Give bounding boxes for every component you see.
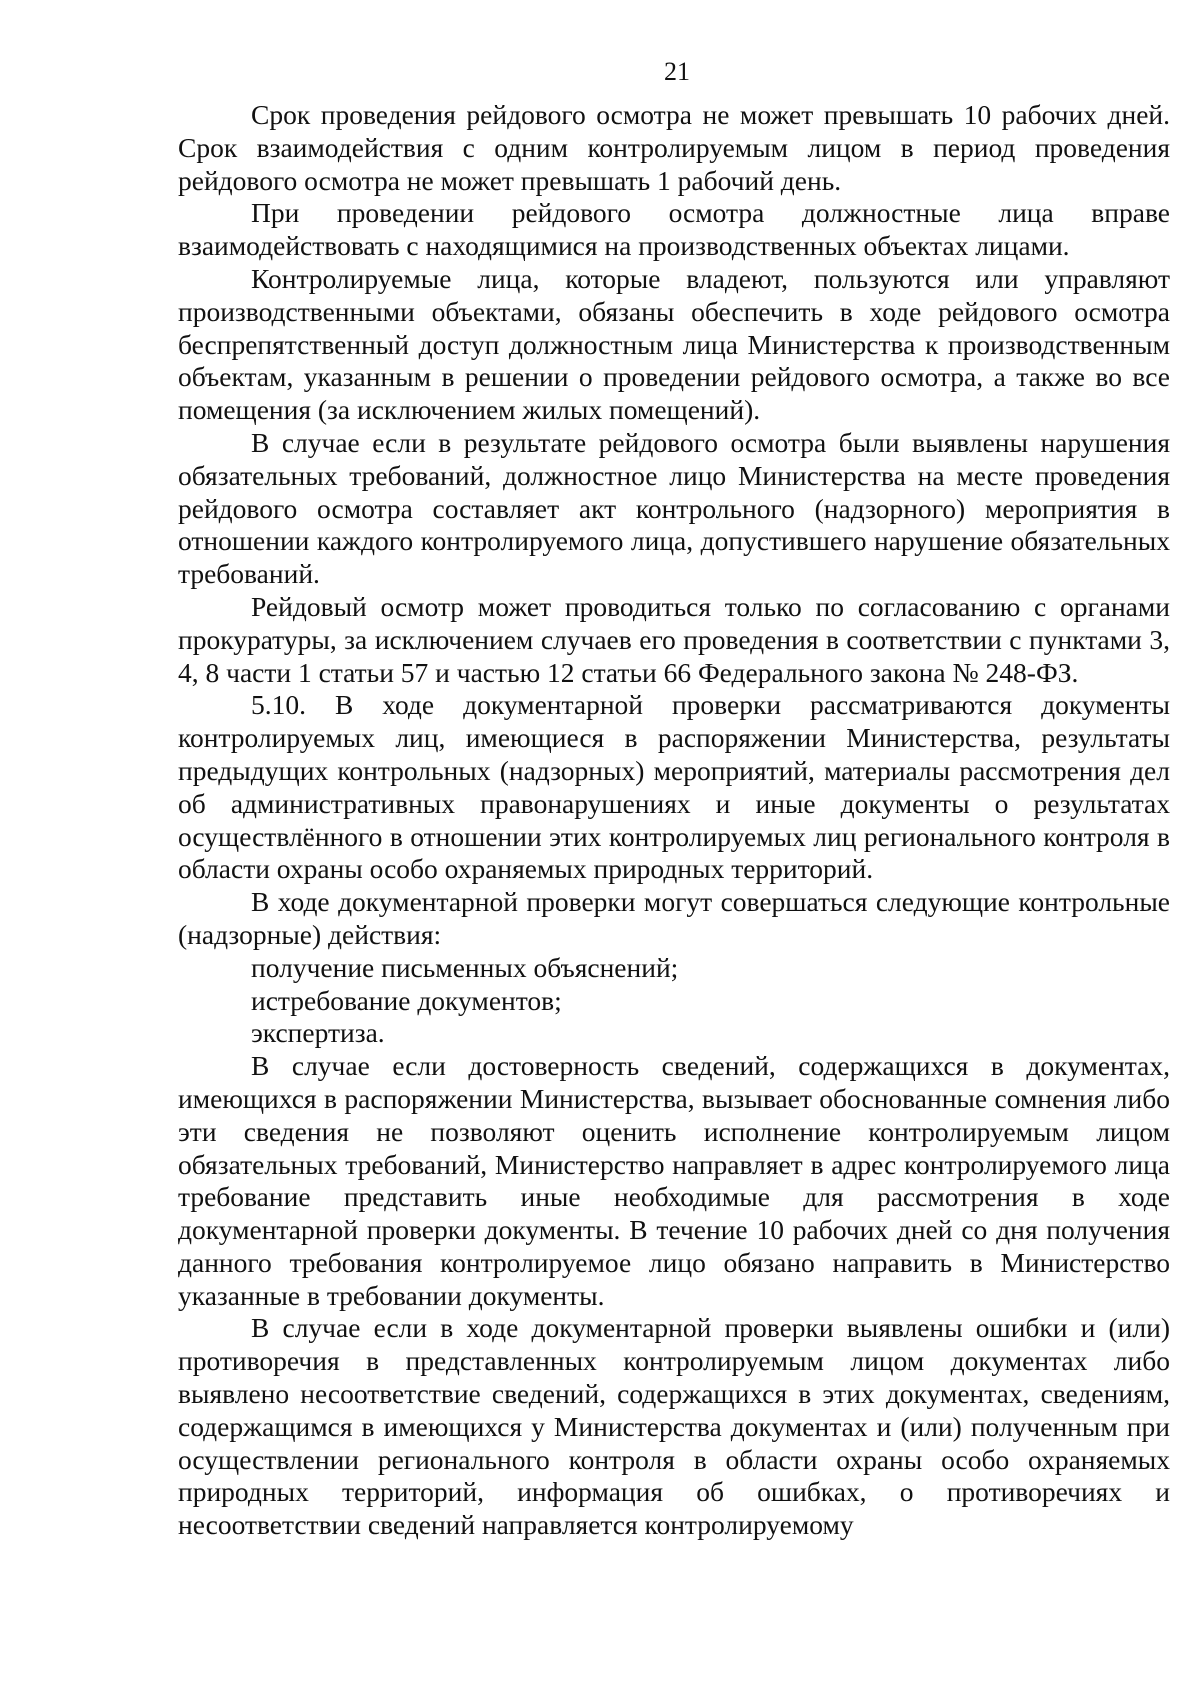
paragraph-violation-act: В случае если в результате рейдового осмотра были выявлены нарушения обязательных требований, должностное лицо Министерства на месте проведения рейдового осмотра составляет акт контрольного (надзорного) мероприятия в отношении каждого контролируемого лица, допустившего нарушение обязательных требований. xyxy=(178,426,1170,590)
paragraph-officials-interaction: При проведении рейдового осмотра должностные лица вправе взаимодействовать с находящимися на производственных объектах лицами. xyxy=(178,197,1170,262)
page-number: 21 xyxy=(664,57,690,86)
paragraph-additional-documents: В случае если достоверность сведений, содержащихся в документах, имеющихся в распоряжении Министерства, вызывает обоснованные сомнения либо эти сведения не позволяют оценить исполнение контролируемым лицом обязательных требований, Министерство направляет в адрес контролируемого лица требование представить иные необходимые для рассмотрения в ходе документарной проверки документы. В течение 10 рабочих дней со дня получения данного требования контролируемое лицо обязано направить в Министерство указанные в требовании документы. xyxy=(178,1050,1170,1311)
paragraph-documentary-check: 5.10. В ходе документарной проверки рассматриваются документы контролируемых лиц, имеющиеся в распоряжении Министерства, результаты предыдущих контрольных (надзорных) мероприятий, материалы рассмотрения дел об административных правонарушениях и иные документы о результатах осуществлённого в отношении этих контролируемых лиц регионального контроля в области охраны особо охраняемых природных территорий. xyxy=(178,689,1170,885)
document-body xyxy=(178,99,1170,1542)
paragraph-access-obligation: Контролируемые лица, которые владеют, пользуются или управляют производственными объектами, обязаны обеспечить в ходе рейдового осмотра беспрепятственный доступ должностным лица Министерства к производственным объектам, указанным в решении о проведении рейдового осмотра, а также во все помещения (за исключением жилых помещений). xyxy=(178,262,1170,426)
paragraph-errors-contradictions: В случае если в ходе документарной проверки выявлены ошибки и (или) противоречия в представленных контролируемым лицом документах либо выявлено несоответствие сведений, содержащихся в этих документах, сведениям, содержащимся в имеющихся у Министерства документах и (или) полученным при осуществлении регионального контроля в области охраны особо охраняемых природных территорий, информация об ошибках, о противоречиях и несоответствии сведений направляется контролируемому xyxy=(178,1312,1170,1541)
list-item-expertise: экспертиза. xyxy=(251,1017,385,1049)
paragraph-prosecutor-approval: Рейдовый осмотр может проводиться только по согласованию с органами прокуратуры, за исключением случаев его проведения в соответствии с пунктами 3, 4, 8 части 1 статьи 57 и частью 12 статьи 66 Федерального закона № 248-ФЗ. xyxy=(178,590,1170,688)
list-item-written-explanations: получение письменных объяснений; xyxy=(251,951,679,983)
paragraph-control-actions-intro: В ходе документарной проверки могут совершаться следующие контрольные (надзорные) действия: xyxy=(178,886,1170,950)
list-item-document-request: истребование документов; xyxy=(251,984,562,1016)
paragraph-inspection-duration: Срок проведения рейдового осмотра не может превышать 10 рабочих дней. Срок взаимодействия с одним контролируемым лицом в период проведения рейдового осмотра не может превышать 1 рабочий день. xyxy=(178,99,1170,196)
